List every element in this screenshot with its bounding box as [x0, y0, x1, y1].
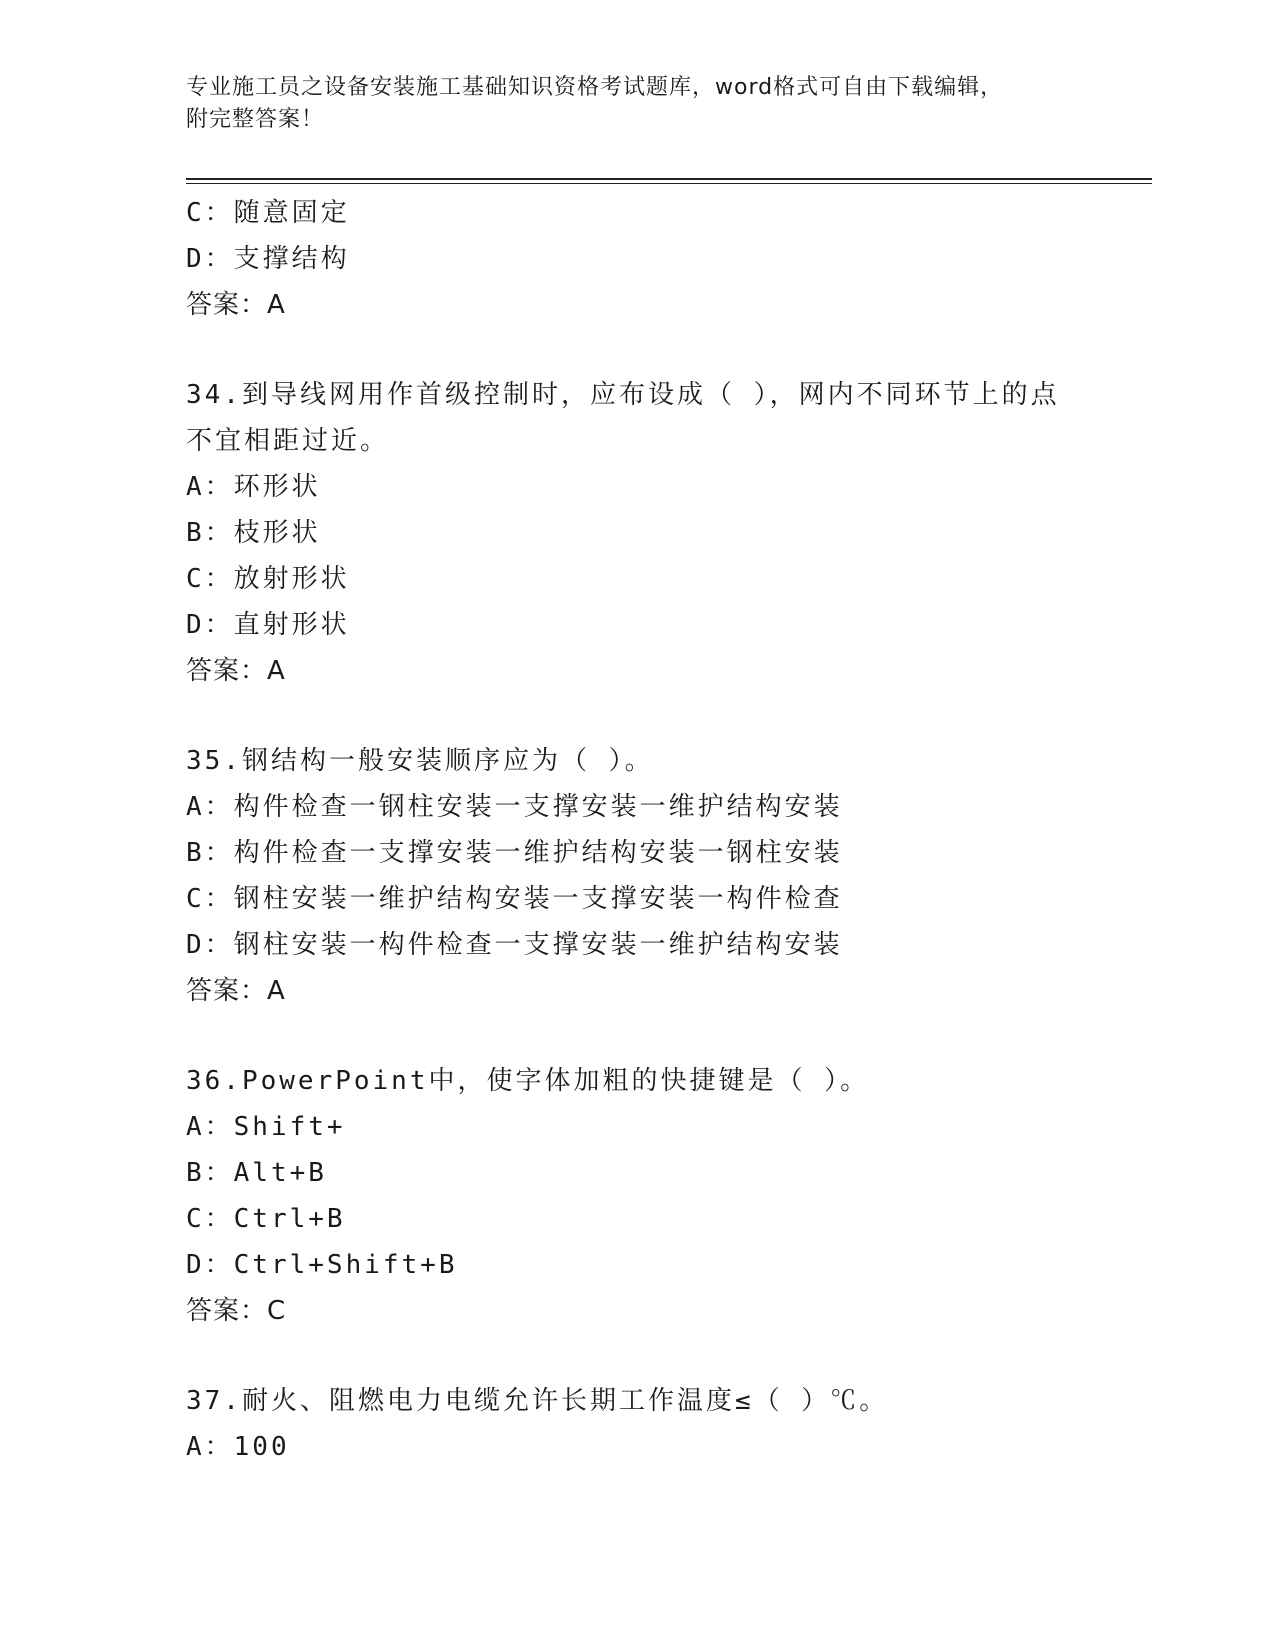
spacer [186, 694, 1086, 738]
option-a: A：100 [186, 1432, 290, 1462]
option-b: B：Alt+B [186, 1158, 327, 1188]
option-c: C：随意固定 [186, 198, 350, 228]
option-c: C：Ctrl+B [186, 1204, 346, 1234]
spacer [186, 1334, 1086, 1378]
question-stem: 34.到导线网用作首级控制时，应布设成（ ），网内不同环节上的点 [186, 380, 1060, 410]
answer-line: 答案：A [186, 290, 286, 320]
question-35 [186, 738, 1086, 1014]
option-c: C：钢柱安装一维护结构安装一支撑安装一构件检查 [186, 884, 843, 914]
question-stem: 37.耐火、阻燃电力电缆允许长期工作温度≤（ ）℃。 [186, 1386, 889, 1416]
document-header [186, 72, 1086, 136]
answer-line: 答案：A [186, 976, 286, 1006]
header-rule-thin [186, 183, 1152, 184]
question-stem: 35.钢结构一般安装顺序应为（ ）。 [186, 746, 654, 776]
option-c: C：放射形状 [186, 564, 350, 594]
option-b: B：构件检查一支撑安装一维护结构安装一钢柱安装 [186, 838, 843, 868]
spacer [186, 1014, 1086, 1058]
question-34 [186, 372, 1086, 694]
option-d: D：支撑结构 [186, 244, 350, 274]
question-stem: 36.PowerPoint中，使字体加粗的快捷键是（ ）。 [186, 1066, 870, 1096]
question-stem-continued: 不宜相距过近。 [186, 426, 390, 456]
option-d: D：Ctrl+Shift+B [186, 1250, 458, 1280]
option-a: A：构件检查一钢柱安装一支撑安装一维护结构安装 [186, 792, 843, 822]
header-rule-thick [186, 178, 1152, 180]
option-d: D：钢柱安装一构件检查一支撑安装一维护结构安装 [186, 930, 843, 960]
option-d: D：直射形状 [186, 610, 350, 640]
answer-line: 答案：A [186, 656, 286, 686]
option-b: B：枝形状 [186, 518, 321, 548]
question-33-tail [186, 190, 1086, 328]
question-list [186, 190, 1086, 1470]
answer-line: 答案：C [186, 1296, 287, 1326]
spacer [186, 328, 1086, 372]
option-a: A：Shift+ [186, 1112, 346, 1142]
header-line-1: 专业施工员之设备安装施工基础知识资格考试题库，word格式可自由下载编辑， [186, 75, 1004, 100]
question-36 [186, 1058, 1086, 1334]
header-line-2: 附完整答案！ [186, 107, 325, 132]
question-37 [186, 1378, 1086, 1470]
option-a: A：环形状 [186, 472, 321, 502]
